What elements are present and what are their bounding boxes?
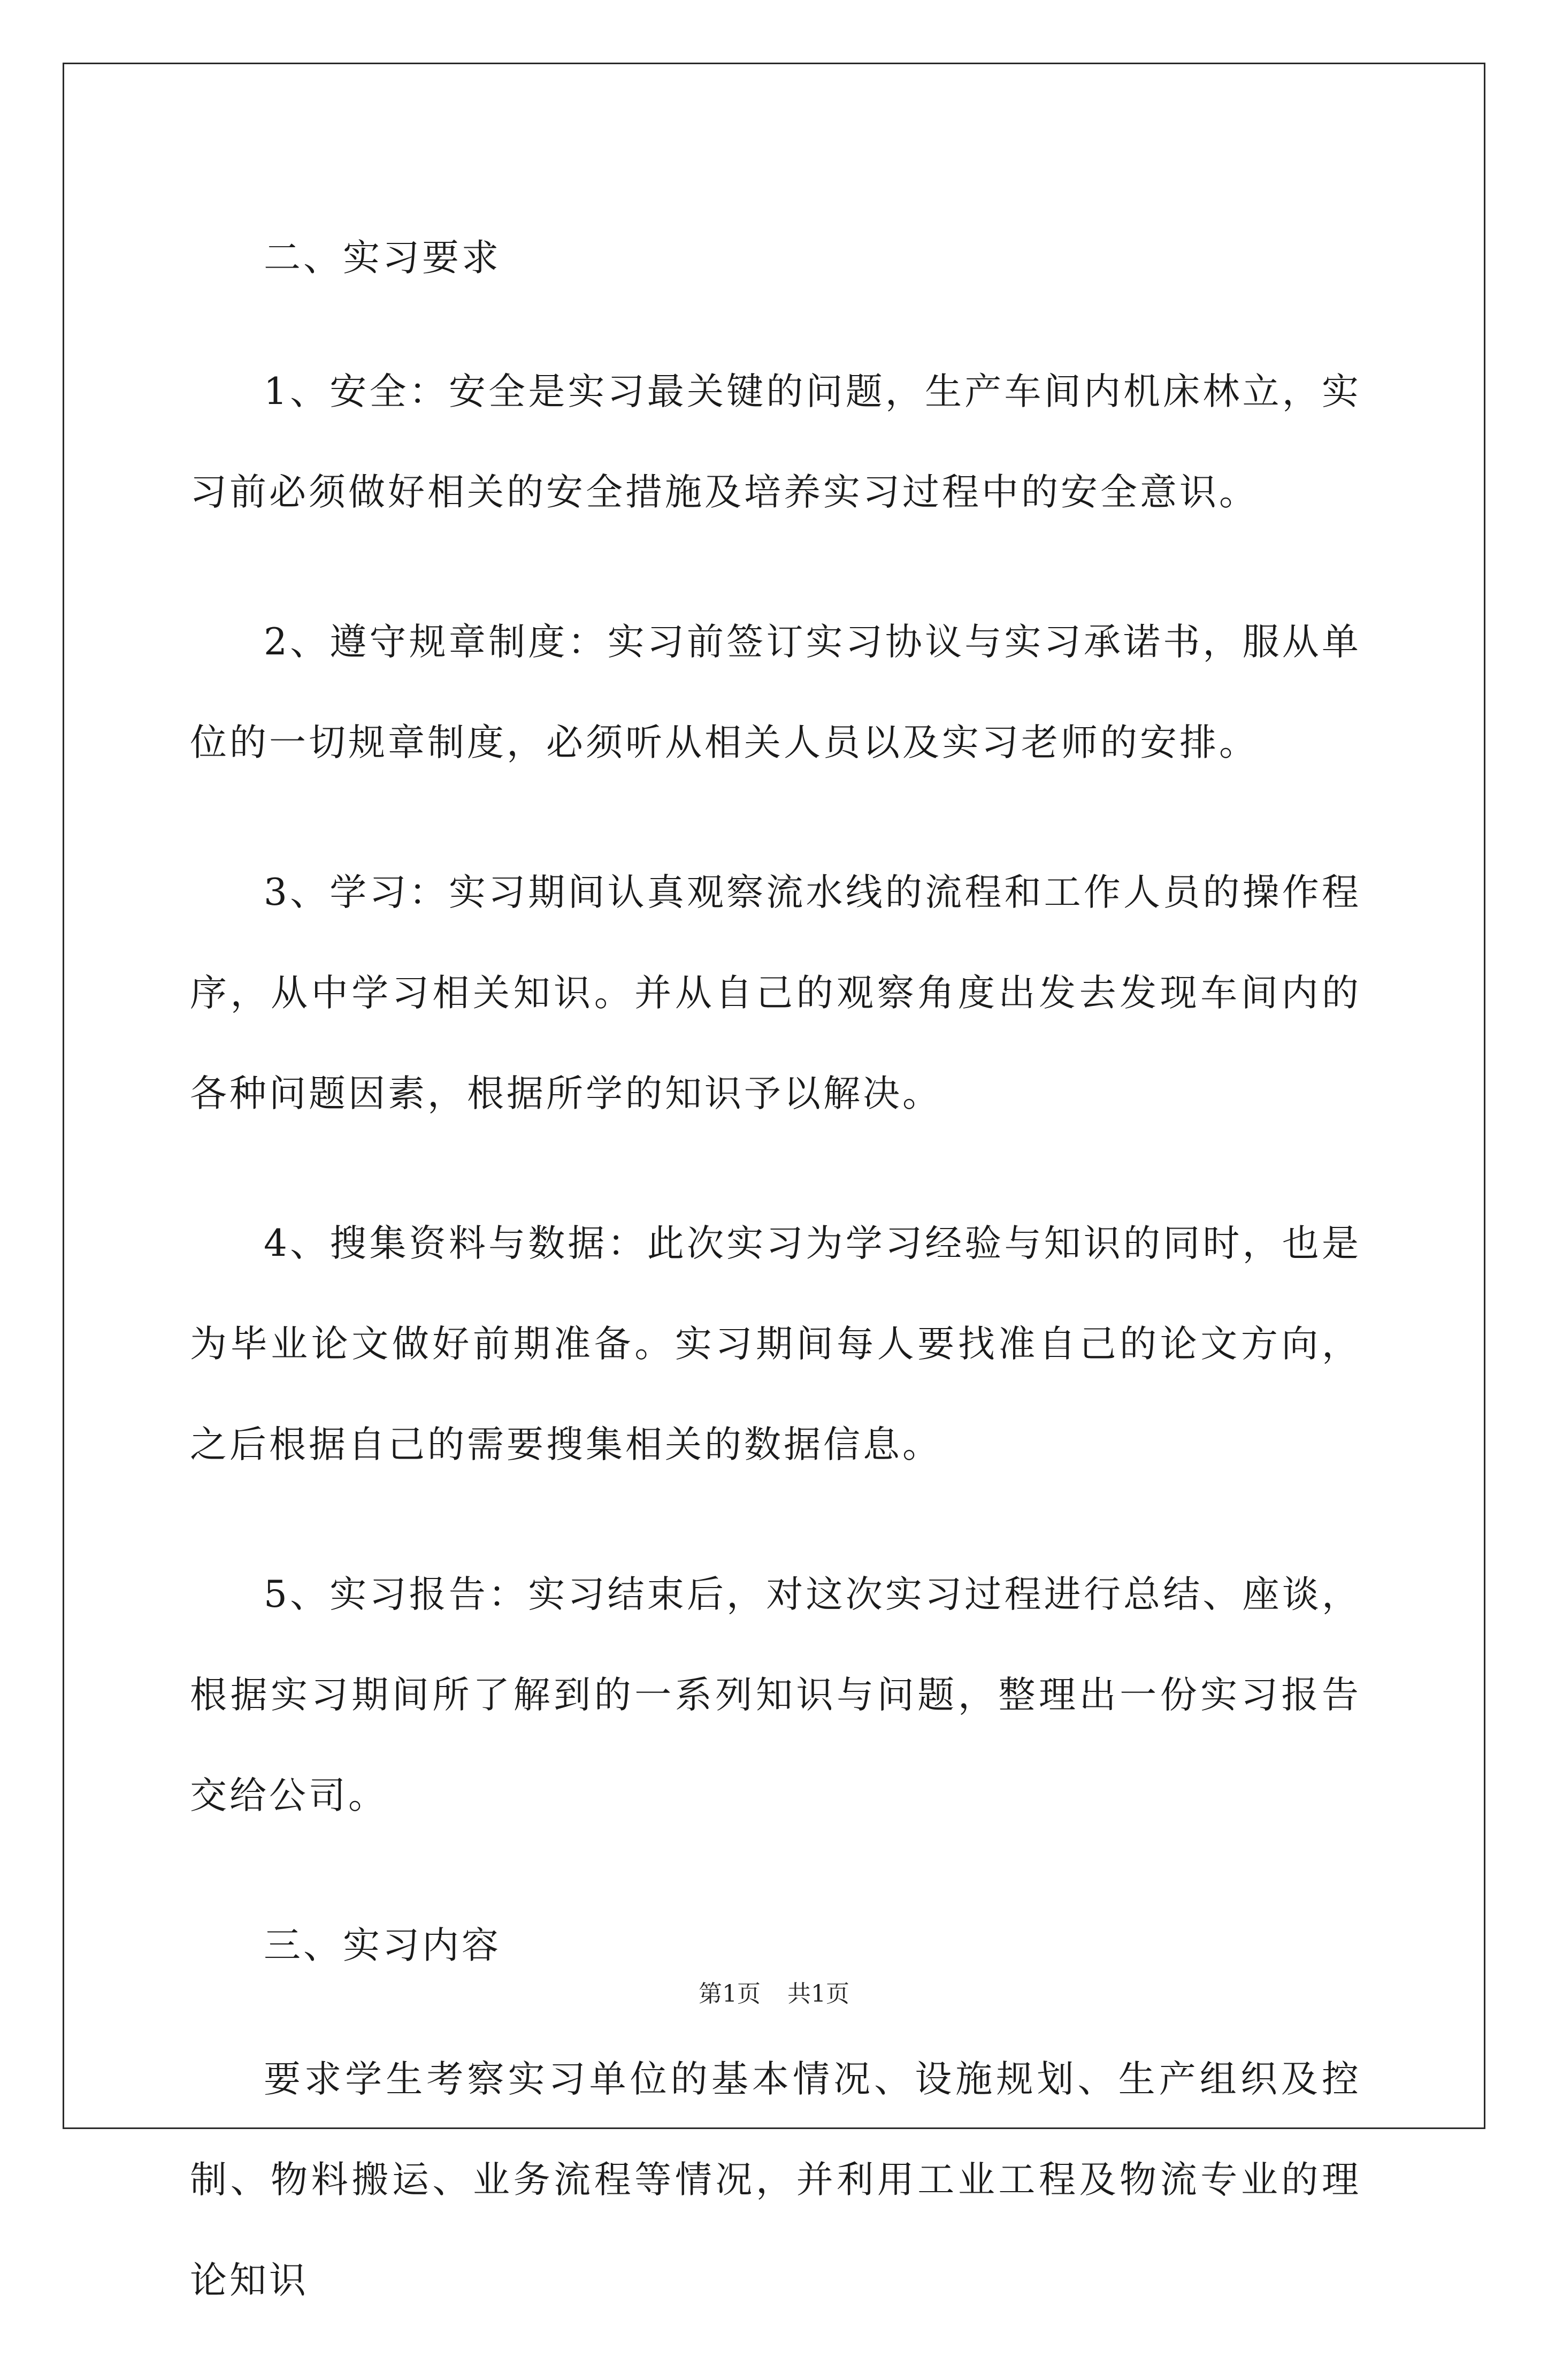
paragraph-safety: 1、安全：安全是实习最关键的问题，生产车间内机床林立，实习前必须做好相关的安全措施及培养实习过程中的安全意识。 bbox=[190, 370, 1361, 514]
page-number-total: 共1页 bbox=[787, 1980, 849, 2008]
document-body bbox=[190, 208, 1361, 2380]
paragraph-report: 5、实习报告：实习结束后，对这次实习过程进行总结、座谈，根据实习期间所了解到的一系列知识与问题，整理出一份实习报告交给公司。 bbox=[190, 1573, 1361, 1817]
paragraph-study: 3、学习：实习期间认真观察流水线的流程和工作人员的操作程序，从中学习相关知识。并从自己的观察角度出发去发现车间内的各种问题因素，根据所学的知识予以解决。 bbox=[190, 871, 1361, 1115]
paragraph-content: 要求学生考察实习单位的基本情况、设施规划、生产组织及控制、物料搬运、业务流程等情况，并利用工业工程及物流专业的理论知识 bbox=[190, 2058, 1361, 2302]
section-heading-requirements: 二、实习要求 bbox=[264, 237, 501, 279]
page-footer bbox=[0, 1974, 1548, 2009]
page-number-current: 第1页 bbox=[699, 1980, 761, 2008]
paragraph-rules: 2、遵守规章制度：实习前签订实习协议与实习承诺书，服从单位的一切规章制度，必须听从相关人员以及实习老师的安排。 bbox=[190, 621, 1361, 764]
section-heading-content: 三、实习内容 bbox=[264, 1924, 501, 1967]
paragraph-data-collection: 4、搜集资料与数据：此次实习为学习经验与知识的同时，也是为毕业论文做好前期准备。实习期间每人要找准自己的论文方向，之后根据自己的需要搜集相关的数据信息。 bbox=[190, 1222, 1361, 1466]
